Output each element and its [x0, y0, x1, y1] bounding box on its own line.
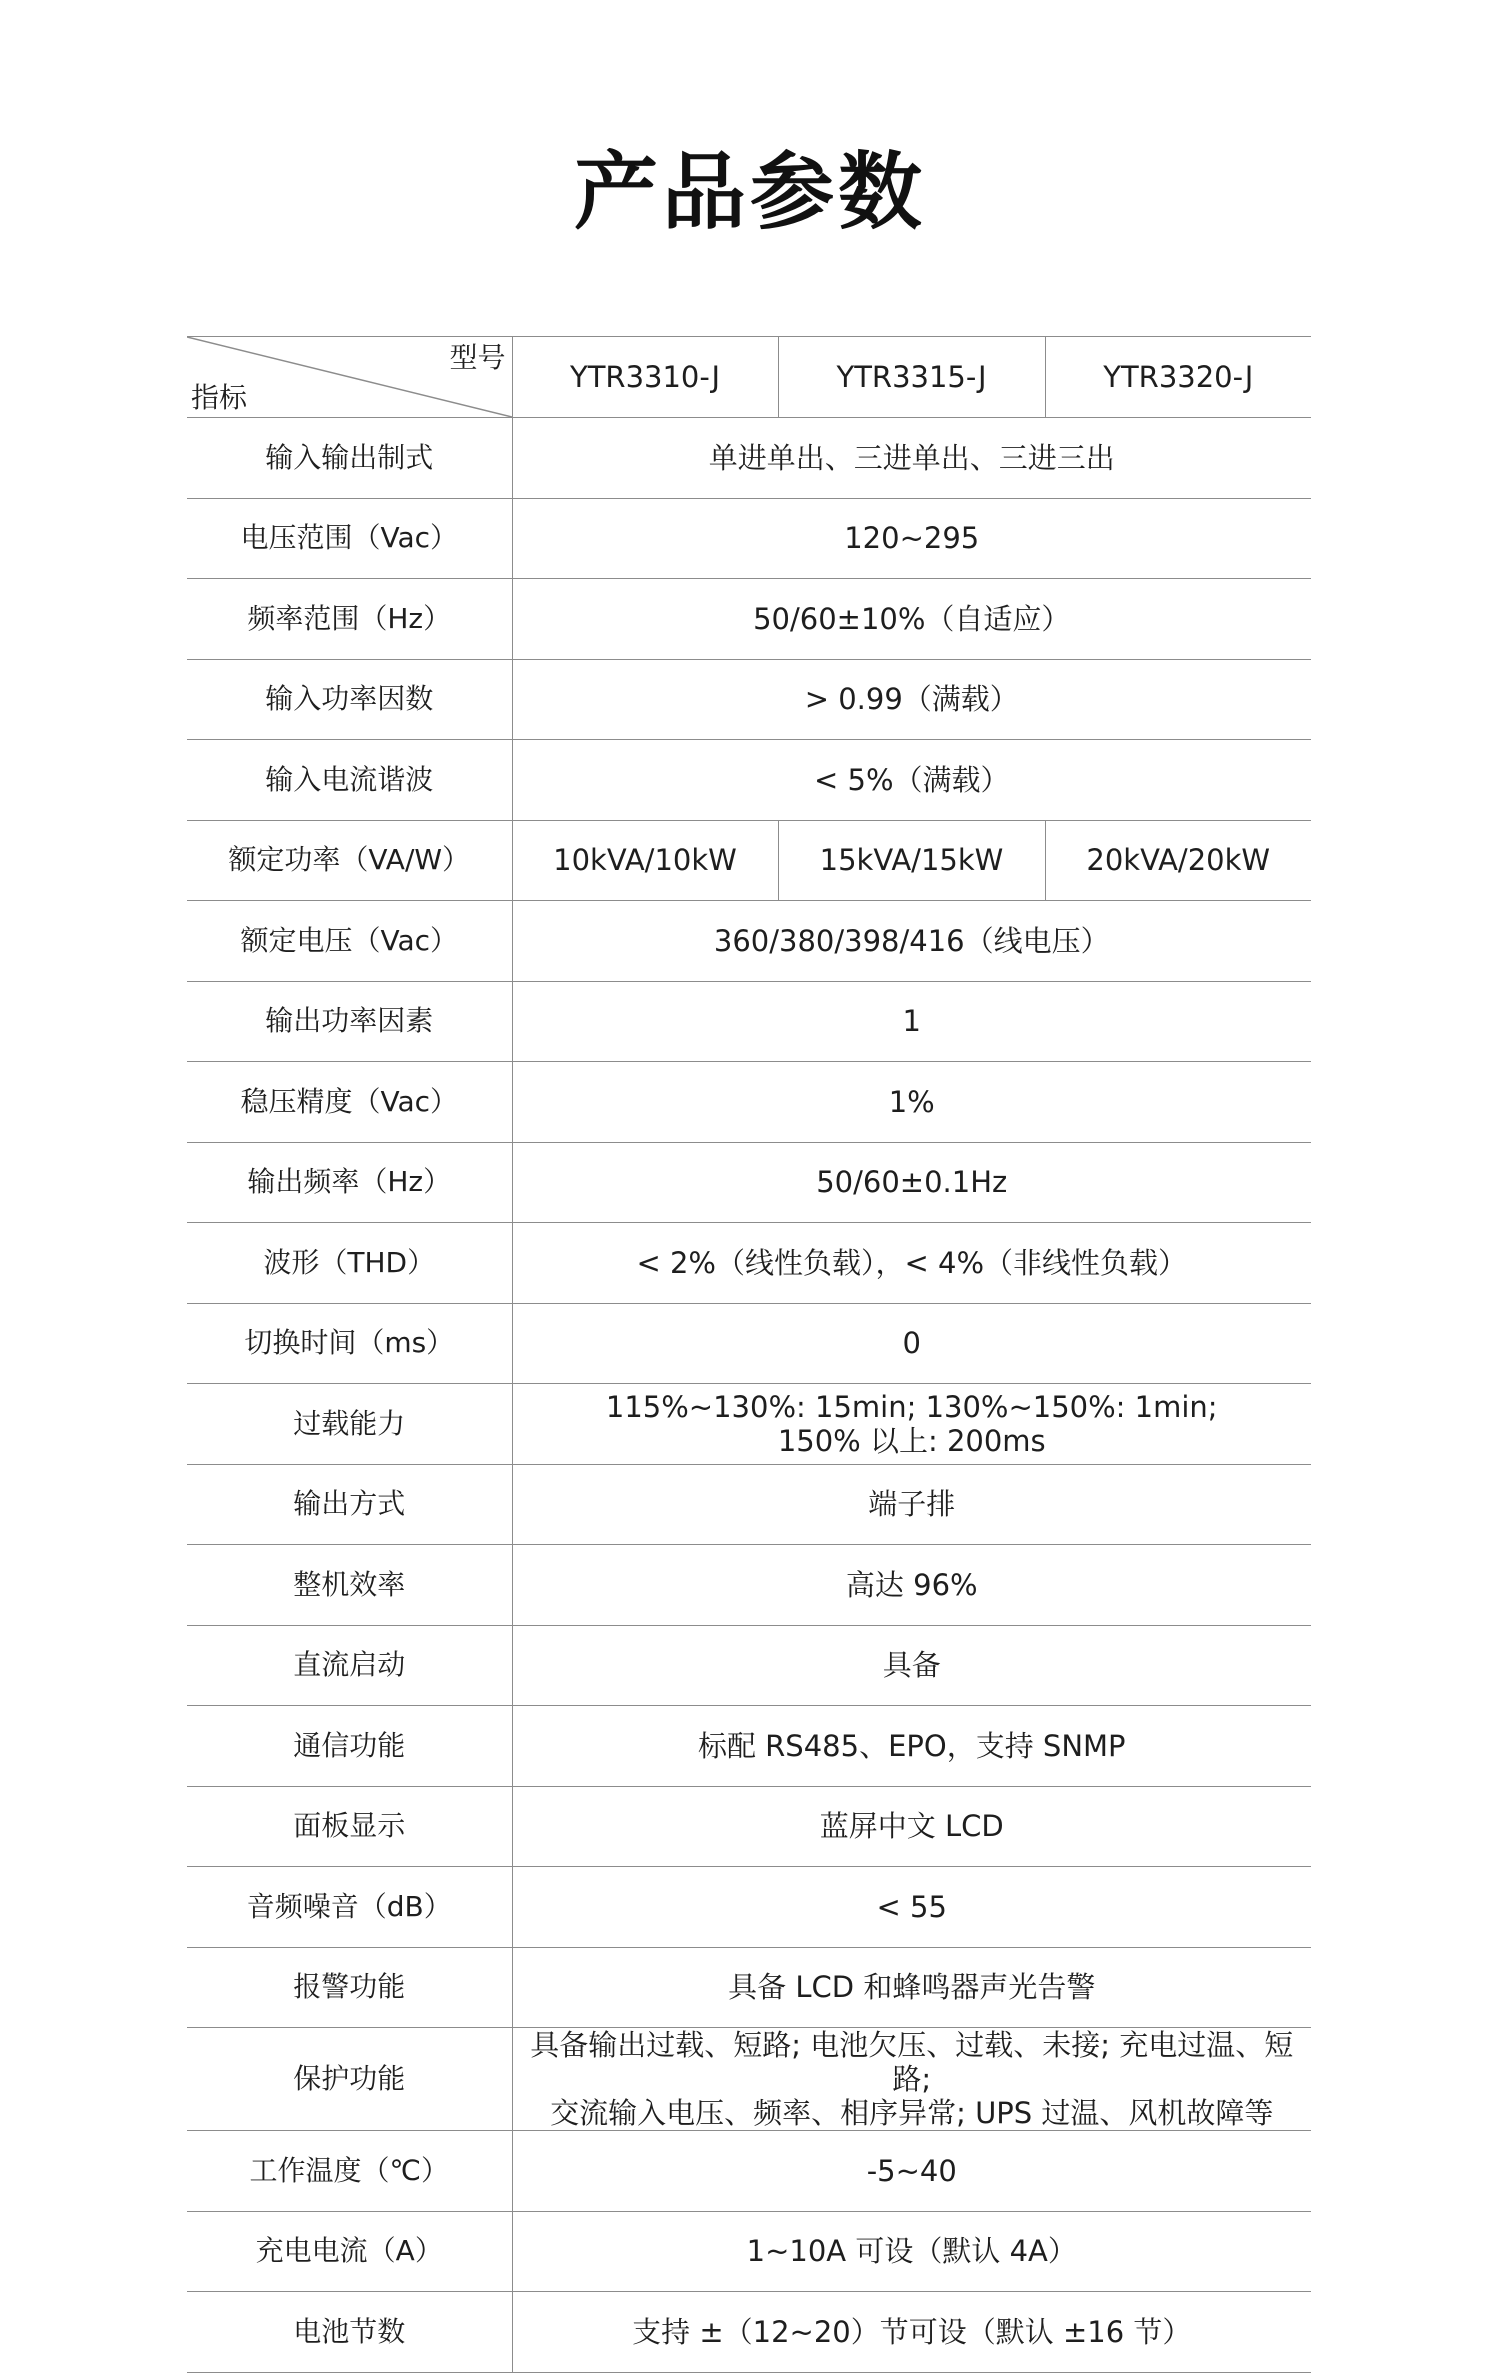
corner-model-label: 型号	[449, 341, 506, 374]
page-title: 产品参数	[573, 143, 926, 241]
row-value-line-1: 115%~130%: 15min; 130%~150%: 1min;	[605, 1389, 1218, 1424]
row-value: 50/60±0.1Hz	[512, 1142, 1311, 1223]
table-row	[187, 981, 1311, 1062]
table-row	[187, 1947, 1311, 2028]
row-value: < 55	[512, 1867, 1311, 1948]
table-row	[187, 1706, 1311, 1787]
spec-table	[187, 336, 1311, 2373]
row-label: 通信功能	[187, 1706, 512, 1787]
row-value: 1	[512, 981, 1311, 1062]
table-row	[187, 498, 1311, 579]
row-label: 音频噪音（dB）	[187, 1867, 512, 1948]
corner-metric-label: 指标	[191, 381, 248, 414]
row-value: 单进单出、三进单出、三进三出	[512, 418, 1311, 499]
row-value-model-1: 10kVA/10kW	[512, 820, 778, 901]
row-label: 面板显示	[187, 1786, 512, 1867]
row-label: 工作温度（℃）	[187, 2131, 512, 2212]
row-label: 输入功率因数	[187, 659, 512, 740]
table-row	[187, 2131, 1311, 2212]
table-row	[187, 1384, 1311, 1465]
table-row	[187, 418, 1311, 499]
row-value: 支持 ±（12~20）节可设（默认 ±16 节）	[512, 2292, 1311, 2373]
row-value	[512, 1384, 1311, 1465]
row-label: 输出方式	[187, 1464, 512, 1545]
table-row	[187, 1062, 1311, 1143]
row-label: 直流启动	[187, 1625, 512, 1706]
row-value: 120~295	[512, 498, 1311, 579]
table-row	[187, 579, 1311, 660]
model-header-1: YTR3310-J	[512, 337, 778, 418]
row-value: < 2%（线性负载），< 4%（非线性负载）	[512, 1223, 1311, 1304]
table-row	[187, 2028, 1311, 2131]
row-label: 电池节数	[187, 2292, 512, 2373]
row-value: 端子排	[512, 1464, 1311, 1545]
row-value-model-2: 15kVA/15kW	[778, 820, 1045, 901]
row-label: 过载能力	[187, 1384, 512, 1465]
table-row	[187, 901, 1311, 982]
table-row	[187, 1867, 1311, 1948]
row-value: 高达 96%	[512, 1545, 1311, 1626]
row-label: 稳压精度（Vac）	[187, 1062, 512, 1143]
table-row	[187, 1223, 1311, 1304]
row-label: 保护功能	[187, 2028, 512, 2131]
row-label: 频率范围（Hz）	[187, 579, 512, 660]
row-value: 360/380/398/416（线电压）	[512, 901, 1311, 982]
row-value: -5~40	[512, 2131, 1311, 2212]
row-label: 波形（THD）	[187, 1223, 512, 1304]
row-value: 1%	[512, 1062, 1311, 1143]
row-label: 切换时间（ms）	[187, 1303, 512, 1384]
row-label: 输入输出制式	[187, 418, 512, 499]
row-label: 输出功率因素	[187, 981, 512, 1062]
row-value: > 0.99（满载）	[512, 659, 1311, 740]
row-value: 具备 LCD 和蜂鸣器声光告警	[512, 1947, 1311, 2028]
model-header-3: YTR3320-J	[1045, 337, 1311, 418]
table-row	[187, 1303, 1311, 1384]
row-label: 输入电流谐波	[187, 740, 512, 821]
row-value-line-1: 具备输出过载、短路; 电池欠压、过载、未接; 充电过温、短路;	[530, 2028, 1294, 2096]
table-row	[187, 1786, 1311, 1867]
table-row	[187, 1464, 1311, 1545]
table-row	[187, 1625, 1311, 1706]
row-label: 输出频率（Hz）	[187, 1142, 512, 1223]
table-row	[187, 740, 1311, 821]
row-label: 整机效率	[187, 1545, 512, 1626]
row-value-model-3: 20kVA/20kW	[1045, 820, 1311, 901]
row-value: 蓝屏中文 LCD	[512, 1786, 1311, 1867]
row-label: 报警功能	[187, 1947, 512, 2028]
table-row	[187, 659, 1311, 740]
table-row	[187, 1545, 1311, 1626]
header-row	[187, 337, 1311, 418]
row-value: 0	[512, 1303, 1311, 1384]
table-row	[187, 2292, 1311, 2373]
model-header-2: YTR3315-J	[778, 337, 1045, 418]
row-value: 具备	[512, 1625, 1311, 1706]
row-label: 额定电压（Vac）	[187, 901, 512, 982]
corner-header-cell	[187, 337, 512, 418]
row-label: 额定功率（VA/W）	[187, 820, 512, 901]
row-value: 1~10A 可设（默认 4A）	[512, 2211, 1311, 2292]
row-value: 50/60±10%（自适应）	[512, 579, 1311, 660]
row-value-line-2: 交流输入电压、频率、相序异常; UPS 过温、风机故障等	[550, 2096, 1274, 2130]
row-value: 标配 RS485、EPO，支持 SNMP	[512, 1706, 1311, 1787]
row-label: 充电电流（A）	[187, 2211, 512, 2292]
row-label: 电压范围（Vac）	[187, 498, 512, 579]
table-row	[187, 2211, 1311, 2292]
row-value	[512, 2028, 1311, 2131]
table-row	[187, 1142, 1311, 1223]
row-value: < 5%（满载）	[512, 740, 1311, 821]
row-value-line-2: 150% 以上: 200ms	[777, 1423, 1046, 1458]
table-row	[187, 820, 1311, 901]
